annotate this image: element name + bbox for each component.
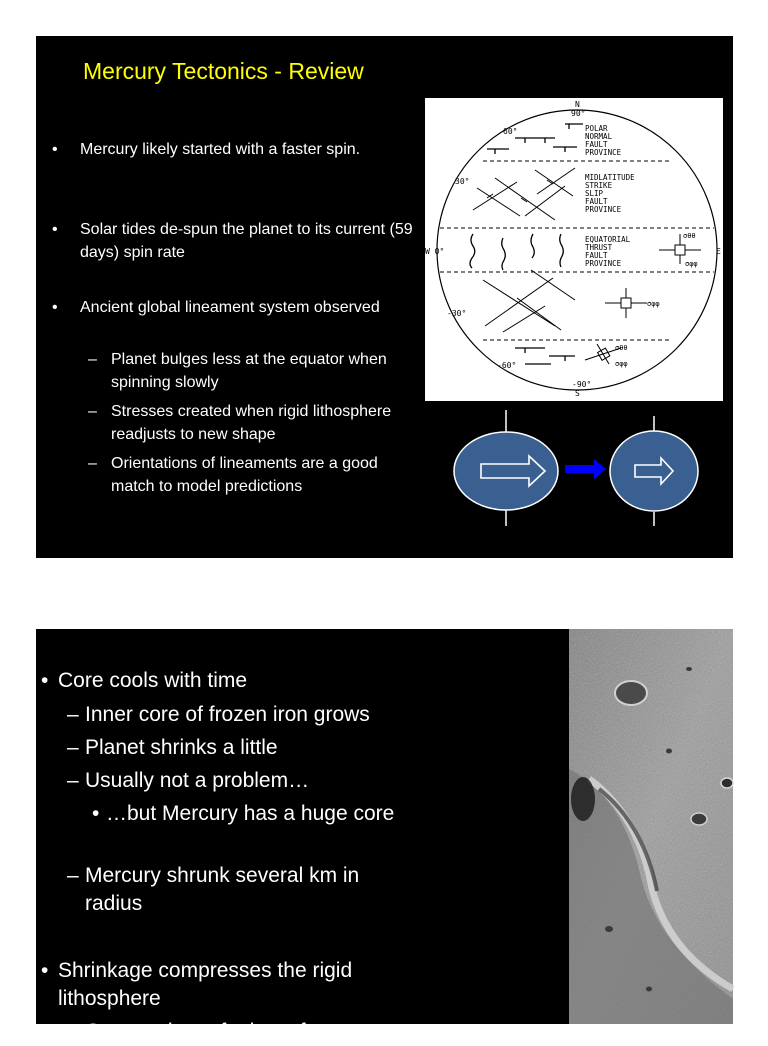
svg-text:FAULT: FAULT <box>585 197 608 206</box>
south-lat-label: -90° <box>572 380 592 389</box>
sub-bullet-text: Planet shrinks a little <box>85 736 278 759</box>
svg-text:MIDLATITUDE: MIDLATITUDE <box>585 173 635 182</box>
bullet-marker: • <box>41 669 49 692</box>
svg-text:SLIP: SLIP <box>585 189 604 198</box>
sub-bullet-marker: – <box>67 864 79 887</box>
svg-text:σθθ: σθθ <box>615 344 628 352</box>
midlatitude-zone-label <box>585 173 635 214</box>
svg-text:NORMAL: NORMAL <box>585 132 613 141</box>
slide-2 <box>36 629 733 1043</box>
sub-sub-bullet-text: …but Mercury has a huge core <box>106 802 395 825</box>
strike-slip-fault-marks <box>473 168 575 220</box>
bullet-marker: • <box>41 959 49 982</box>
sub-bullet-marker: – <box>88 455 97 472</box>
equatorial-zone-label <box>585 235 631 268</box>
lat-label-minus-30: -30° <box>447 309 467 318</box>
bullet-text: Ancient global lineament system observed <box>80 299 380 316</box>
fast-spin-planet <box>454 432 558 510</box>
svg-text:FAULT: FAULT <box>585 251 608 260</box>
sub-bullet-text: Mercury shrunk several km in radius <box>85 864 360 915</box>
svg-text:PROVINCE: PROVINCE <box>585 259 622 268</box>
sub-bullet-marker: – <box>67 736 79 759</box>
bullet-text: Shrinkage compresses the rigid lithosphere <box>58 959 353 1010</box>
sub-bullet-text: Planet bulges less at the equator when spinning slowly <box>111 351 387 391</box>
slow-spin-planet <box>610 431 698 511</box>
sub-bullet-marker: – <box>67 703 79 726</box>
sub-bullet-item <box>67 834 405 918</box>
sub-sub-bullet-marker: • <box>92 802 100 825</box>
svg-text:STRIKE: STRIKE <box>585 181 613 190</box>
lat-label-minus-60: -60° <box>497 361 517 370</box>
bullet-marker: • <box>52 141 58 158</box>
svg-text:FAULT: FAULT <box>585 140 608 149</box>
svg-text:THRUST: THRUST <box>585 243 613 252</box>
sub-bullet-marker: – <box>67 1020 79 1043</box>
sub-sub-bullet-item <box>92 772 396 828</box>
lat-label-60: 60° <box>503 127 518 136</box>
west-label: W 0° <box>425 247 445 256</box>
svg-text:σφφ: σφφ <box>647 300 660 308</box>
sub-bullet-text: Usually not a problem… <box>85 769 310 792</box>
north-lat-label: 90° <box>571 109 586 118</box>
svg-text:PROVINCE: PROVINCE <box>585 205 622 214</box>
spin-down-illustration <box>451 410 701 528</box>
sub-bullet-marker: – <box>88 403 97 420</box>
southern-fault-marks <box>483 270 575 332</box>
polar-zone-label <box>585 124 622 157</box>
svg-text:POLAR: POLAR <box>585 124 608 133</box>
polar-fault-marks <box>487 124 583 154</box>
bullet-text: Solar tides de-spun the planet to its current (59 days) spin rate <box>80 221 413 261</box>
south-polar-fault-marks <box>515 348 575 364</box>
south-label: S <box>575 389 580 398</box>
svg-text:EQUATORIAL: EQUATORIAL <box>585 235 631 244</box>
sub-bullet-marker: – <box>88 351 97 368</box>
thrust-fault-marks <box>470 234 563 270</box>
sub-bullet-text: Causes thrust faults to form <box>85 1020 342 1043</box>
mercury-surface-photo <box>569 629 733 1024</box>
slide-title: Mercury Tectonics - Review <box>83 58 364 84</box>
lat-label-30: 30° <box>455 177 470 186</box>
sub-bullet-marker: – <box>67 769 79 792</box>
bullet-marker: • <box>52 221 58 238</box>
sub-bullet-text: Stresses created when rigid lithosphere readjusts to new shape <box>111 403 392 443</box>
svg-text:PROVINCE: PROVINCE <box>585 148 622 157</box>
bullet-text: Core cools with time <box>58 669 248 692</box>
svg-text:σθθ: σθθ <box>683 232 696 240</box>
east-label: E <box>716 247 721 256</box>
transition-arrow-icon <box>565 459 606 479</box>
sub-bullet-item <box>67 990 525 1046</box>
svg-text:σφφ: σφφ <box>615 360 628 368</box>
bullet-marker: • <box>52 299 58 316</box>
lineament-diagram <box>425 98 723 401</box>
sub-bullet-text: Orientations of lineaments are a good match to model predictions <box>111 455 378 495</box>
bullet-text: Mercury likely started with a faster spin. <box>80 141 361 158</box>
svg-text:σφφ: σφφ <box>685 260 698 268</box>
north-label: N <box>575 100 580 109</box>
sub-bullet-text: Inner core of frozen iron grows <box>85 703 370 726</box>
